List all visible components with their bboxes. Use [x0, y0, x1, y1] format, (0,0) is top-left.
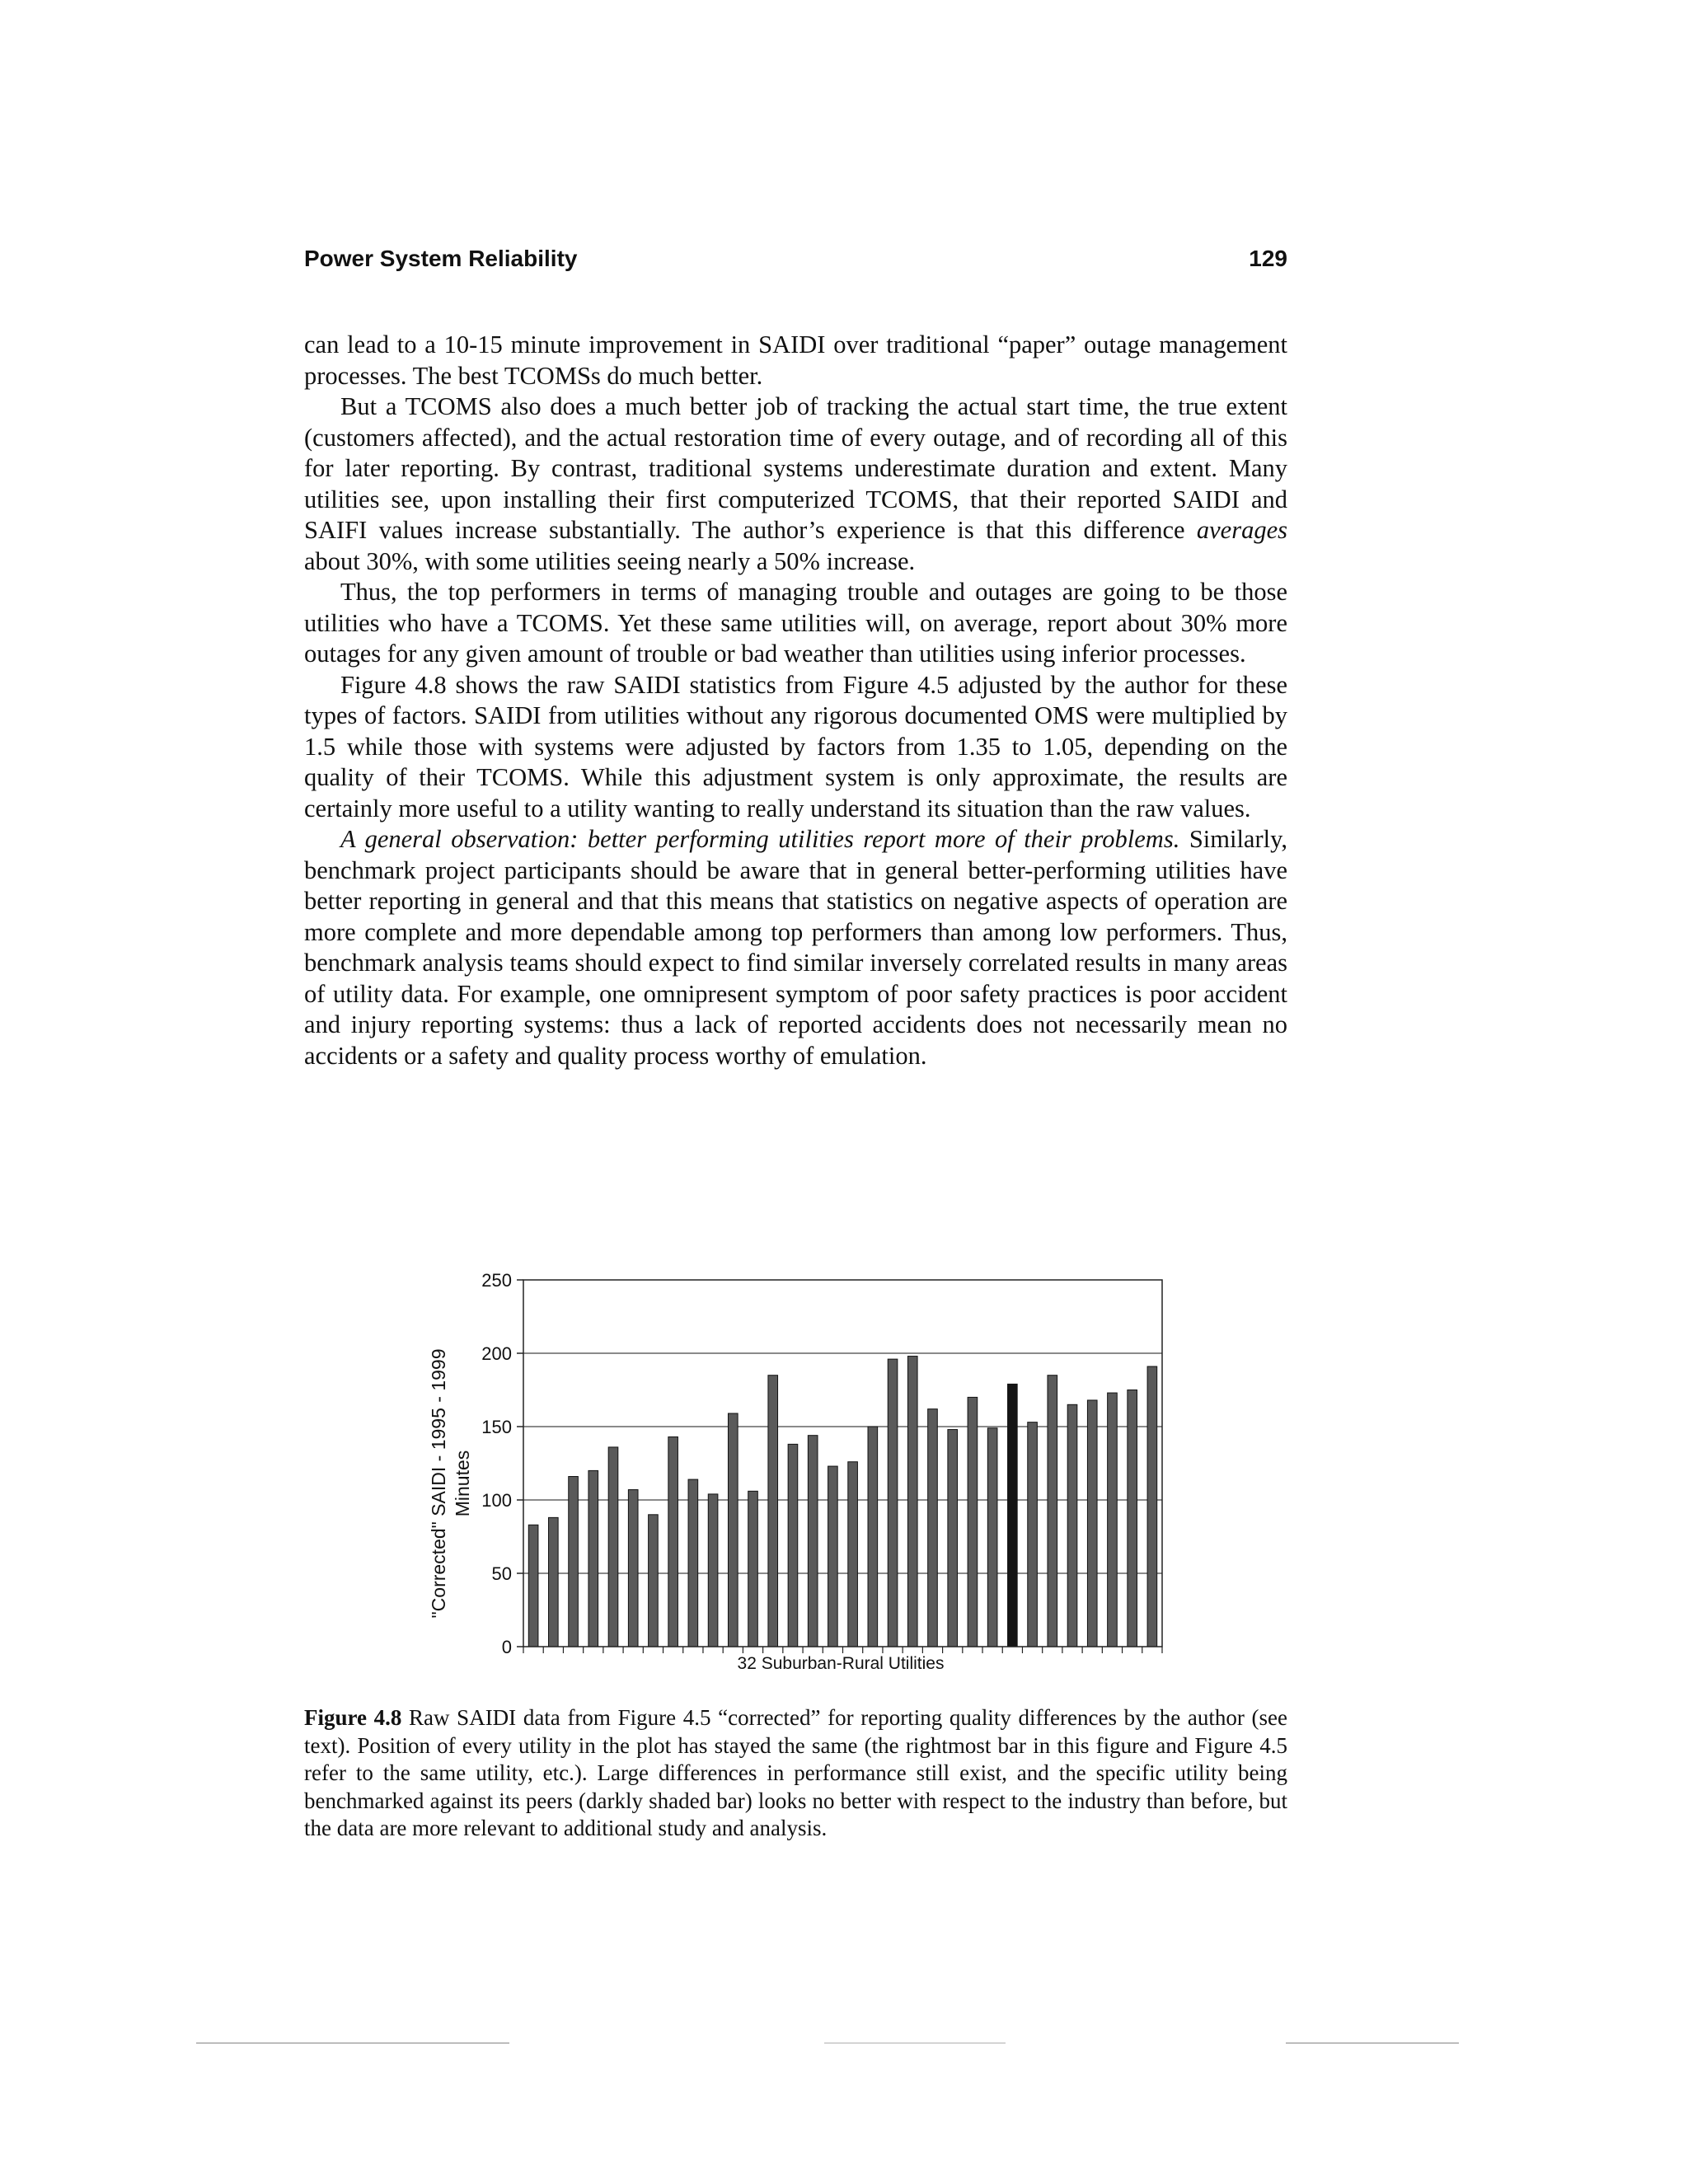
y-tick-label: 200 [481, 1343, 512, 1364]
caption-text: Raw SAIDI data from Figure 4.5 “corrected” for reporting quality differences by the author (see text). Position of every utility in the plot has stayed the same (the rightmost bar in this figure and Figure 4.5 refer to the same utility, etc.). Large differences in performance still exist, and the specific utility being benchmarked against its peers (darkly shaded bar) looks no better with respect to the industry than before, but the data are more relevant to additional study and analysis. [304, 1705, 1287, 1840]
paragraph-3: Thus, the top performers in terms of managing trouble and outages are going to be those utilities who have a TCOMS. Yet these same utilities will, on average, report about 30% more outages for any given amount of trouble or bad weather than utilities using inferior processes. [304, 578, 1287, 668]
bar [768, 1376, 778, 1647]
bar [868, 1427, 878, 1647]
bar [888, 1359, 898, 1647]
bar [748, 1491, 758, 1647]
bar [728, 1413, 738, 1647]
scan-artifact-line [196, 2042, 509, 2044]
caption-label: Figure 4.8 [304, 1705, 402, 1730]
y-axis-label: "Corrected" SAIDI - 1995 - 1999 [428, 1348, 449, 1619]
running-head [304, 246, 1287, 282]
bar-highlighted-utility [1008, 1384, 1018, 1647]
plot-frame [523, 1280, 1162, 1647]
bar [528, 1525, 538, 1647]
bar [569, 1477, 579, 1647]
y-axis-units-label: Minutes [452, 1450, 473, 1517]
bar [928, 1409, 938, 1647]
bar [708, 1494, 718, 1647]
x-axis-label: 32 Suburban-Rural Utilities [737, 1654, 945, 1673]
paragraph-4: Figure 4.8 shows the raw SAIDI statistics from Figure 4.5 adjusted by the author for these types of factors. SAIDI from utilities without any rigorous documented OMS were multiplied by 1.5 while those with systems were adjusted by factors from 1.35 to 1.05, depending on the quality of their TCOMS. While this adjustment system is only approximate, the results are certainly more useful to a utility wanting to really understand its situation than the raw values. [304, 670, 1287, 823]
bar [588, 1470, 598, 1647]
bar [968, 1397, 978, 1647]
bar [948, 1430, 958, 1647]
scan-artifact-line [824, 2042, 1006, 2044]
bar [1067, 1404, 1077, 1647]
paragraph-2 [304, 391, 1287, 577]
scan-artifact-line [1286, 2042, 1459, 2044]
bar [808, 1436, 818, 1647]
bar [549, 1517, 559, 1647]
bar [1147, 1366, 1157, 1647]
bar [668, 1436, 678, 1647]
body-text [304, 330, 1287, 1071]
figure-caption [304, 1704, 1287, 1843]
bar [608, 1447, 618, 1647]
paragraph-5-emphasis: A general observation: better performing utilities report more of their problems. [340, 825, 1180, 853]
bar [649, 1515, 659, 1647]
bar [987, 1428, 997, 1647]
bar [1087, 1400, 1097, 1647]
paragraph-1: can lead to a 10-15 minute improvement in SAIDI over traditional “paper” outage management processes. The best TCOMSs do much better. [304, 330, 1287, 390]
y-tick-label: 150 [481, 1417, 512, 1437]
paragraph-2-end: about 30%, with some utilities seeing nearly a 50% increase. [304, 546, 916, 575]
running-head-title: Power System Reliability [304, 246, 578, 271]
paragraph-5 [304, 824, 1287, 1071]
y-tick-label: 250 [481, 1270, 512, 1291]
figure-4-8 [420, 1261, 1195, 1690]
bar [848, 1462, 858, 1647]
bar [788, 1444, 798, 1647]
bar [907, 1357, 917, 1647]
bar [1128, 1390, 1137, 1647]
saidi-bar-chart [420, 1261, 1195, 1690]
paragraph-2-text: But a TCOMS also does a much better job of tracking the actual start time, the true extent (customers affected), and the actual restoration time of every outage, and of recording all of this for later reporting. By contrast, traditional systems underestimate duration and extent. Many utilities see, upon installing their first computerized TCOMS, that their reported SAIDI and SAIFI values increase substantially. The author’s experience is that this difference [304, 392, 1287, 544]
bar [1048, 1376, 1057, 1647]
page-number: 129 [1249, 246, 1287, 271]
bar [1108, 1393, 1118, 1647]
y-tick-label: 100 [481, 1490, 512, 1511]
bar [688, 1479, 698, 1647]
paragraph-2-emphasis: averages [1196, 516, 1287, 544]
bar [628, 1490, 638, 1647]
bar [828, 1466, 838, 1647]
bar [1028, 1422, 1038, 1647]
paragraph-5-text: Similarly, benchmark project participants should be aware that in general better-performing utilities have better reporting in general and that this means that statistics on negative aspects of operation are more complete and more dependable among top performers than among low performers. Thus, benchmark analysis teams should expect to find similar inversely correlated results in many areas of utility data. For example, one omnipresent symptom of poor safety practices is poor accident and injury reporting systems: thus a lack of reported accidents does not necessarily mean no accidents or a safety and quality process worthy of emulation. [304, 825, 1287, 1070]
y-tick-label: 50 [491, 1563, 512, 1584]
y-tick-label: 0 [501, 1637, 512, 1657]
